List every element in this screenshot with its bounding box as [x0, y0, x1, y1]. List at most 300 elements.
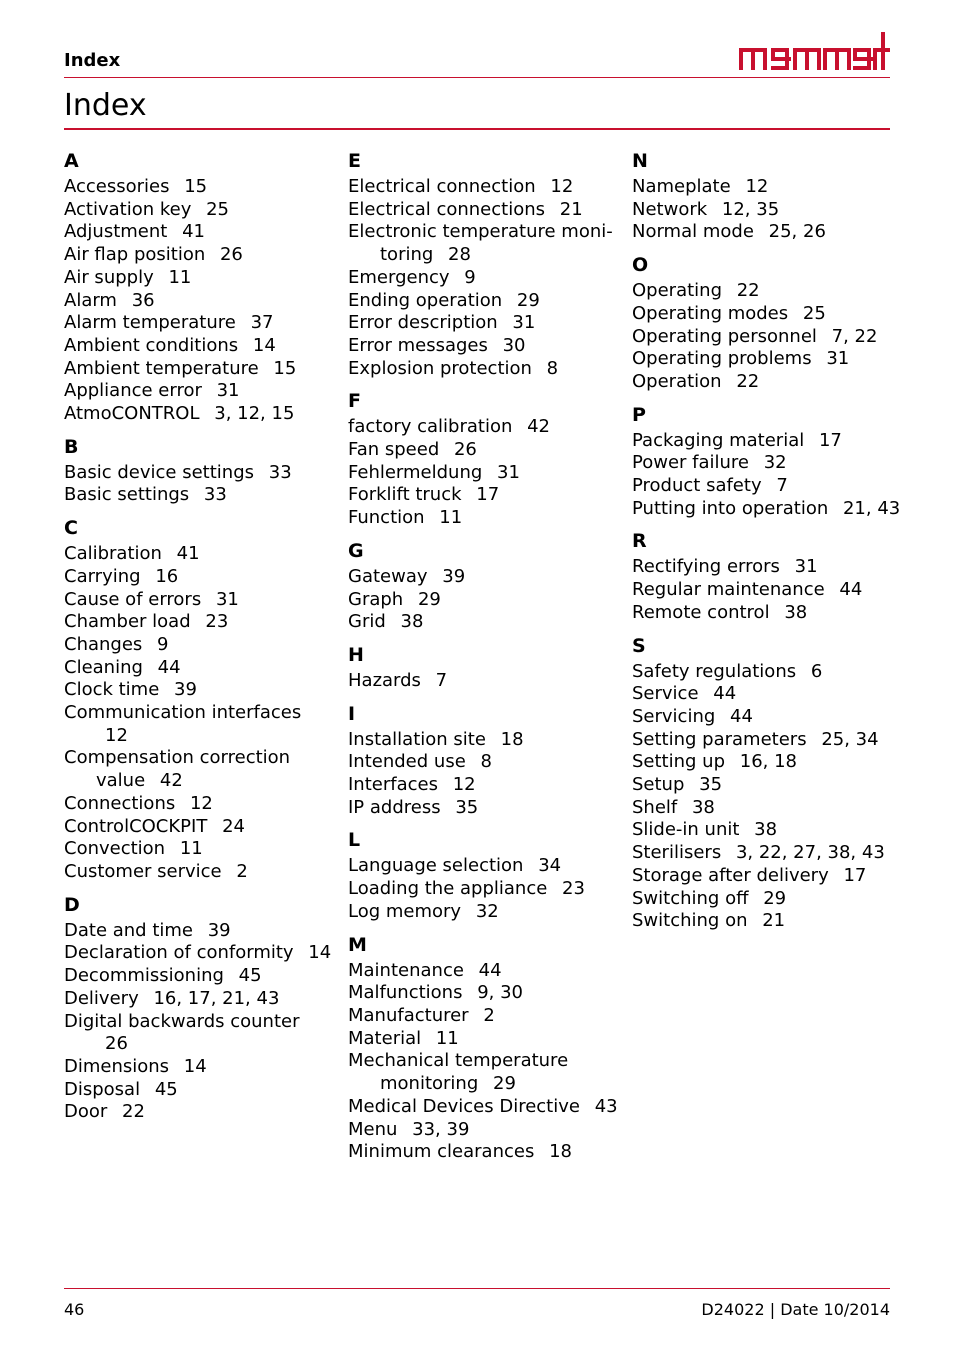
entry-term: Dimensions: [64, 1055, 170, 1077]
entry-term: Fan speed: [348, 439, 440, 461]
index-entry: [64, 747, 336, 792]
entry-term: Medical Devices Directive: [348, 1095, 580, 1117]
entry-term: Loading the appliance: [348, 878, 548, 900]
index-entry: [64, 816, 336, 839]
entry-term: Decommissioning: [64, 965, 224, 987]
index-entry: [64, 403, 336, 426]
index-entry: [64, 679, 336, 702]
index-entry: [348, 589, 620, 612]
entry-pages[interactable]: 45: [238, 965, 262, 987]
section-letter: C: [64, 517, 78, 540]
entry-term: Error description: [348, 312, 498, 334]
index-column-2: [348, 146, 620, 1164]
entry-pages[interactable]: 22: [736, 280, 760, 302]
entry-pages[interactable]: 39: [207, 919, 231, 941]
entry-pages[interactable]: 12: [550, 176, 574, 197]
index-section: [632, 631, 904, 933]
entry-pages[interactable]: 26: [219, 244, 243, 266]
entry-pages[interactable]: 7: [776, 475, 788, 497]
entry-term: Carrying: [64, 565, 141, 587]
entry-term: Grid: [348, 611, 386, 633]
entry-term: Setting up: [632, 751, 726, 773]
entry-pages[interactable]: 39: [442, 565, 466, 587]
index-entry: [348, 1096, 620, 1119]
index-entry: [64, 566, 336, 589]
entry-pages[interactable]: 9: [464, 266, 476, 288]
section-letter: P: [632, 403, 646, 426]
index-entry: [632, 751, 904, 774]
index-entry: [348, 507, 620, 530]
index-entry: [64, 1011, 336, 1056]
entry-pages[interactable]: 38: [691, 796, 715, 818]
index-entry: [64, 657, 336, 680]
entry-term: Interfaces: [348, 774, 438, 796]
entry-pages[interactable]: 16, 18: [739, 751, 798, 773]
entry-pages[interactable]: 21, 43: [842, 497, 901, 519]
index-entry: [348, 982, 620, 1005]
entry-pages[interactable]: 12, 35: [721, 198, 780, 220]
title-rule: [64, 128, 890, 130]
entry-pages[interactable]: 22: [122, 1101, 145, 1123]
index-section: [348, 146, 620, 380]
section-letter: G: [348, 539, 364, 562]
entry-term: Compensation correction value: [64, 747, 291, 792]
section-letter: E: [348, 150, 361, 172]
entry-pages[interactable]: 44: [478, 959, 502, 981]
index-entry: [632, 221, 904, 244]
entry-pages[interactable]: 33: [268, 461, 292, 483]
index-entry: [64, 484, 336, 507]
entry-pages[interactable]: 17: [843, 864, 867, 886]
entry-term: Fehlermeldung: [348, 461, 483, 483]
entry-pages[interactable]: 21: [762, 910, 786, 932]
entry-term: Adjustment: [64, 221, 168, 243]
index-entry: [64, 838, 336, 861]
entry-pages[interactable]: 23: [205, 611, 229, 633]
entry-term: Basic settings: [64, 484, 190, 506]
entry-pages[interactable]: 3, 12, 15: [214, 403, 295, 425]
index-entry: [632, 842, 904, 865]
index-section: [64, 890, 336, 1124]
section-letter: N: [632, 150, 648, 172]
entry-pages[interactable]: 29: [417, 588, 441, 610]
index-entry: [348, 484, 620, 507]
entry-pages[interactable]: 39: [174, 679, 197, 701]
section-letter: H: [348, 643, 364, 666]
entry-term: Switching off: [632, 887, 749, 909]
entry-pages[interactable]: 31: [497, 461, 520, 483]
index-entry: [64, 312, 336, 335]
entry-term: Forklift truck: [348, 484, 462, 506]
entry-pages[interactable]: 44: [839, 579, 863, 601]
entry-pages[interactable]: 44: [713, 683, 737, 705]
index-entry: [632, 556, 904, 579]
index-entry: [64, 861, 336, 884]
section-letter: B: [64, 435, 79, 458]
entry-term: Menu: [348, 1118, 398, 1140]
index-entry: [348, 267, 620, 290]
index-entry: [64, 221, 336, 244]
entry-term: ControlCOCKPIT: [64, 815, 208, 837]
entry-term: Door: [64, 1101, 108, 1123]
entry-pages[interactable]: 31: [826, 348, 850, 370]
entry-pages[interactable]: 24: [222, 815, 245, 837]
entry-pages[interactable]: 31: [216, 380, 240, 402]
entry-term: Switching on: [632, 910, 748, 932]
index-entry: [632, 430, 904, 453]
entry-term: Sterilisers: [632, 842, 722, 864]
index-entry: [64, 965, 336, 988]
footer-rule: [64, 1288, 890, 1289]
index-entry: [348, 901, 620, 924]
entry-term: Nameplate: [632, 176, 731, 197]
index-section: [348, 930, 620, 1164]
entry-term: Safety regulations: [632, 660, 797, 682]
entry-pages[interactable]: 32: [475, 900, 499, 922]
entry-pages[interactable]: 18: [500, 728, 524, 750]
entry-term: Setting parameters: [632, 728, 807, 750]
entry-term: Operating: [632, 280, 722, 302]
index-entry: [348, 960, 620, 983]
entry-term: Operating personnel: [632, 325, 817, 347]
entry-term: Packaging material: [632, 429, 805, 451]
index-entry: [632, 661, 904, 684]
entry-pages[interactable]: 44: [730, 705, 753, 727]
index-entry: [348, 611, 620, 634]
index-section: [632, 400, 904, 521]
entry-term: Power failure: [632, 452, 749, 474]
entry-pages[interactable]: 15: [184, 176, 208, 197]
entry-term: Function: [348, 507, 425, 529]
entry-pages[interactable]: 14: [183, 1055, 207, 1077]
index-entry: [64, 589, 336, 612]
entry-term: Operation: [632, 370, 722, 392]
entry-pages[interactable]: 31: [215, 588, 239, 610]
entry-term: Electronic temperature moni-toring: [348, 221, 613, 266]
index-entry: [632, 199, 904, 222]
index-section: [348, 386, 620, 530]
entry-pages[interactable]: 25, 34: [821, 728, 879, 750]
entry-pages[interactable]: 25: [206, 198, 229, 220]
entry-pages[interactable]: 12: [105, 724, 128, 746]
entry-pages[interactable]: 45: [154, 1078, 178, 1100]
index-section: [64, 513, 336, 884]
section-letter: M: [348, 933, 367, 956]
index-entry: [632, 819, 904, 842]
entry-pages[interactable]: 12: [189, 792, 213, 814]
index-entry: [348, 1028, 620, 1051]
entry-term: Remote control: [632, 601, 770, 623]
entry-pages[interactable]: 32: [763, 452, 787, 474]
document-info: D24022 | Date 10/2014: [701, 1300, 890, 1319]
entry-pages[interactable]: 9, 30: [477, 982, 524, 1004]
entry-term: IP address: [348, 796, 441, 818]
entry-term: Convection: [64, 838, 166, 860]
entry-pages[interactable]: 37: [250, 312, 274, 334]
entry-term: Product safety: [632, 475, 762, 497]
entry-term: AtmoCONTROL: [64, 403, 200, 425]
index-entry: [348, 751, 620, 774]
index-entry: [632, 602, 904, 625]
memmert-logo: [738, 32, 890, 72]
entry-pages[interactable]: 16: [155, 565, 179, 587]
entry-pages[interactable]: 29: [493, 1073, 516, 1095]
entry-term: Log memory: [348, 900, 462, 922]
entry-term: Electrical connections: [348, 198, 546, 220]
index-entry: [348, 358, 620, 381]
entry-term: Language selection: [348, 855, 524, 877]
entry-pages[interactable]: 41: [176, 543, 200, 565]
entry-pages[interactable]: 42: [527, 416, 551, 438]
index-entry: [632, 729, 904, 752]
index-section: [348, 640, 620, 693]
entry-term: Setup: [632, 774, 685, 796]
index-section: [632, 250, 904, 394]
entry-pages[interactable]: 8: [546, 357, 559, 379]
entry-pages[interactable]: 31: [794, 556, 818, 578]
index-entry: [64, 290, 336, 313]
entry-pages[interactable]: 7, 22: [831, 325, 878, 347]
section-letter: A: [64, 150, 79, 172]
entry-term: Ambient conditions: [64, 334, 239, 356]
entry-pages[interactable]: 43: [594, 1095, 618, 1117]
index-entry: [64, 1056, 336, 1079]
index-entry: [348, 855, 620, 878]
section-letter: D: [64, 893, 80, 916]
entry-pages[interactable]: 34: [538, 855, 562, 877]
entry-term: Accessories: [64, 176, 170, 197]
index-entry: [348, 1050, 620, 1095]
entry-term: Maintenance: [348, 959, 464, 981]
entry-term: Gateway: [348, 565, 428, 587]
index-section: [348, 825, 620, 923]
entry-pages[interactable]: 31: [512, 312, 536, 334]
entry-pages[interactable]: 9: [157, 633, 169, 655]
entry-pages[interactable]: 38: [400, 611, 424, 633]
index-entry: [632, 348, 904, 371]
entry-pages[interactable]: 38: [754, 819, 778, 841]
index-entry: [348, 566, 620, 589]
entry-pages[interactable]: 33: [203, 484, 227, 506]
entry-term: Clock time: [64, 679, 160, 701]
index-column-3: [632, 146, 904, 933]
index-entry: [348, 1005, 620, 1028]
entry-term: Calibration: [64, 543, 162, 565]
index-section: [348, 536, 620, 634]
entry-pages[interactable]: 15: [273, 357, 297, 379]
entry-pages[interactable]: 3, 22, 27, 38, 43: [735, 842, 885, 864]
entry-term: Electrical connection: [348, 176, 536, 197]
index-entry: [348, 1141, 620, 1164]
index-entry: [348, 1119, 620, 1142]
entry-pages[interactable]: 11: [435, 1027, 459, 1049]
running-header: Index: [64, 50, 121, 71]
index-entry: [348, 774, 620, 797]
entry-pages[interactable]: 25: [802, 302, 826, 324]
index-entry: [64, 176, 336, 199]
entry-pages[interactable]: 12: [452, 774, 476, 796]
index-entry: [632, 579, 904, 602]
index-entry: [632, 280, 904, 303]
index-entry: [64, 1079, 336, 1102]
index-entry: [348, 312, 620, 335]
entry-term: Operating problems: [632, 348, 812, 370]
entry-term: Customer service: [64, 860, 222, 882]
index-entry: [348, 797, 620, 820]
entry-pages[interactable]: 22: [736, 370, 760, 392]
entry-pages[interactable]: 41: [182, 221, 205, 243]
index-entry: [64, 543, 336, 566]
entry-term: Rectifying errors: [632, 556, 780, 578]
entry-term: Installation site: [348, 728, 486, 750]
entry-term: Explosion protection: [348, 357, 532, 379]
entry-pages[interactable]: 38: [784, 601, 808, 623]
index-section: [348, 699, 620, 820]
entry-pages[interactable]: 11: [168, 266, 192, 288]
index-entry: [64, 199, 336, 222]
entry-term: Cause of errors: [64, 588, 202, 610]
index-entry: [632, 888, 904, 911]
section-letter: F: [348, 390, 361, 413]
index-entry: [64, 634, 336, 657]
page-title: Index: [64, 88, 147, 123]
index-entry: [348, 729, 620, 752]
entry-pages[interactable]: 35: [455, 796, 479, 818]
index-entry: [632, 706, 904, 729]
index-entry: [348, 290, 620, 313]
entry-pages[interactable]: 6: [810, 660, 823, 682]
section-letter: R: [632, 530, 647, 553]
entry-term: Error messages: [348, 334, 488, 356]
entry-term: Delivery: [64, 987, 139, 1009]
header-rule: [64, 77, 890, 78]
entry-pages[interactable]: 35: [699, 774, 723, 796]
entry-term: Operating modes: [632, 302, 789, 324]
entry-pages[interactable]: 28: [448, 244, 471, 266]
entry-pages[interactable]: 14: [308, 942, 332, 964]
entry-pages[interactable]: 7: [435, 669, 448, 691]
entry-term: Putting into operation: [632, 497, 829, 519]
index-entry: [64, 244, 336, 267]
index-entry: [64, 462, 336, 485]
index-entry: [348, 878, 620, 901]
entry-pages[interactable]: 16, 17, 21, 43: [153, 987, 280, 1009]
entry-term: Graph: [348, 588, 404, 610]
entry-pages[interactable]: 11: [439, 507, 463, 529]
index-entry: [632, 176, 904, 199]
entry-term: Disposal: [64, 1078, 141, 1100]
entry-term: Activation key: [64, 198, 192, 220]
entry-term: Ending operation: [348, 289, 503, 311]
index-entry: [64, 335, 336, 358]
entry-term: Appliance error: [64, 380, 202, 402]
entry-term: Intended use: [348, 751, 466, 773]
entry-term: Normal mode: [632, 221, 754, 243]
entry-term: Ambient temperature: [64, 357, 259, 379]
entry-pages[interactable]: 18: [549, 1141, 572, 1163]
entry-pages[interactable]: 33, 39: [412, 1118, 470, 1140]
entry-pages[interactable]: 12: [745, 176, 769, 197]
index-entry: [64, 920, 336, 943]
index-entry: [348, 221, 620, 266]
entry-term: Material: [348, 1027, 422, 1049]
index-entry: [632, 303, 904, 326]
index-entry: [632, 865, 904, 888]
entry-term: Alarm temperature: [64, 312, 236, 334]
entry-term: Shelf: [632, 796, 678, 818]
entry-pages[interactable]: 29: [516, 289, 540, 311]
entry-term: Communication interfaces: [64, 702, 302, 724]
index-entry: [64, 267, 336, 290]
entry-term: Alarm: [64, 289, 117, 311]
index-section: [64, 146, 336, 426]
index-entry: [64, 380, 336, 403]
index-entry: [632, 774, 904, 797]
entry-pages[interactable]: 30: [502, 334, 526, 356]
index-entry: [348, 199, 620, 222]
index-entry: [64, 358, 336, 381]
entry-term: Air supply: [64, 266, 154, 288]
entry-term: Cleaning: [64, 656, 143, 678]
entry-pages[interactable]: 17: [476, 484, 500, 506]
entry-term: Service: [632, 683, 699, 705]
index-column-1: [64, 146, 336, 1124]
index-entry: [64, 611, 336, 634]
entry-term: Connections: [64, 792, 176, 814]
entry-term: Hazards: [348, 669, 421, 691]
index-entry: [632, 371, 904, 394]
entry-pages[interactable]: 17: [818, 429, 842, 451]
entry-term: Manufacturer: [348, 1004, 469, 1026]
entry-term: Basic device settings: [64, 461, 255, 483]
index-entry: [632, 910, 904, 933]
entry-term: Malfunctions: [348, 982, 463, 1004]
entry-pages[interactable]: 21: [559, 198, 583, 220]
index-entry: [348, 462, 620, 485]
entry-term: factory calibration: [348, 416, 513, 438]
index-entry: [632, 452, 904, 475]
index-section: [632, 526, 904, 624]
index-entry: [632, 498, 904, 521]
entry-pages[interactable]: 26: [105, 1033, 128, 1055]
entry-term: Regular maintenance: [632, 579, 825, 601]
entry-pages[interactable]: 29: [763, 887, 787, 909]
index-entry: [64, 793, 336, 816]
entry-term: Network: [632, 198, 708, 220]
entry-pages[interactable]: 23: [562, 878, 585, 900]
index-entry: [348, 335, 620, 358]
entry-pages[interactable]: 36: [131, 289, 155, 311]
entry-pages[interactable]: 42: [159, 770, 183, 792]
index-entry: [64, 702, 336, 747]
entry-pages[interactable]: 14: [252, 334, 276, 356]
section-letter: S: [632, 634, 646, 657]
entry-term: Changes: [64, 633, 143, 655]
entry-pages[interactable]: 8: [480, 751, 492, 773]
entry-pages[interactable]: 25, 26: [768, 221, 826, 243]
entry-pages[interactable]: 2: [236, 860, 248, 882]
index-entry: [64, 988, 336, 1011]
entry-term: Chamber load: [64, 611, 191, 633]
entry-pages[interactable]: 2: [483, 1004, 495, 1026]
entry-pages[interactable]: 44: [157, 656, 181, 678]
section-letter: L: [348, 829, 361, 852]
entry-pages[interactable]: 26: [453, 439, 477, 461]
index-entry: [632, 326, 904, 349]
index-entry: [632, 683, 904, 706]
entry-pages[interactable]: 11: [179, 838, 203, 860]
section-letter: I: [348, 702, 356, 725]
